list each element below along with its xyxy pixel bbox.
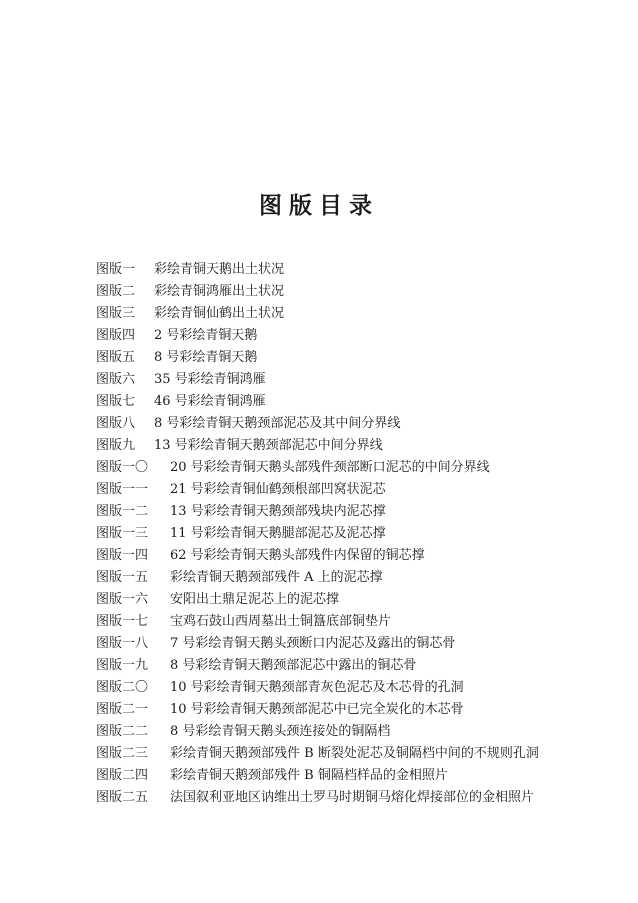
plate-number: 图版一五 bbox=[96, 570, 149, 585]
list-item bbox=[96, 347, 546, 369]
plate-number: 图版七 bbox=[96, 394, 136, 409]
plate-number: 图版二 bbox=[96, 284, 136, 299]
plate-number: 图版一三 bbox=[96, 526, 149, 541]
list-item bbox=[96, 281, 546, 303]
list-item bbox=[96, 435, 546, 457]
plate-caption: 13 号彩绘青铜天鹅颈部残块内泥芯撑 bbox=[170, 504, 386, 519]
plate-caption: 彩绘青铜鸿雁出土状况 bbox=[154, 284, 285, 299]
plate-number: 图版二五 bbox=[96, 790, 149, 805]
plate-caption: 8 号彩绘青铜天鹅 bbox=[154, 350, 258, 365]
plate-caption: 10 号彩绘青铜天鹅颈部青灰色泥芯及木芯骨的孔洞 bbox=[170, 680, 464, 695]
plate-caption: 安阳出土鼎足泥芯上的泥芯撑 bbox=[170, 592, 340, 607]
plate-number: 图版四 bbox=[96, 328, 136, 343]
list-item bbox=[96, 369, 546, 391]
plate-caption: 46 号彩绘青铜鸿雁 bbox=[154, 394, 266, 409]
plate-number: 图版一〇 bbox=[96, 460, 149, 475]
plate-caption: 35 号彩绘青铜鸿雁 bbox=[154, 372, 266, 387]
list-item bbox=[96, 611, 546, 633]
plate-caption: 2 号彩绘青铜天鹅 bbox=[154, 328, 258, 343]
plate-number: 图版三 bbox=[96, 306, 136, 321]
plate-number: 图版二四 bbox=[96, 768, 149, 783]
plate-caption: 8 号彩绘青铜天鹅头颈连接处的铜隔档 bbox=[170, 724, 391, 739]
plate-caption: 彩绘青铜天鹅颈部残件 B 铜隔档样品的金相照片 bbox=[170, 768, 448, 783]
plate-number: 图版一九 bbox=[96, 658, 149, 673]
plate-caption: 彩绘青铜天鹅颈部残件 A 上的泥芯撑 bbox=[170, 570, 383, 585]
plate-list bbox=[96, 259, 546, 809]
page-title: 图版目录 bbox=[259, 192, 379, 219]
plate-number: 图版二三 bbox=[96, 746, 149, 761]
list-item bbox=[96, 699, 546, 721]
list-item bbox=[96, 787, 546, 809]
plate-number: 图版一二 bbox=[96, 504, 149, 519]
list-item bbox=[96, 545, 546, 567]
list-item bbox=[96, 479, 546, 501]
plate-caption: 7 号彩绘青铜天鹅头颈断口内泥芯及露出的铜芯骨 bbox=[170, 636, 456, 651]
plate-number: 图版一 bbox=[96, 262, 136, 277]
plate-caption: 8 号彩绘青铜天鹅颈部泥芯中露出的铜芯骨 bbox=[170, 658, 417, 673]
plate-number: 图版二二 bbox=[96, 724, 149, 739]
plate-number: 图版一七 bbox=[96, 614, 149, 629]
plate-number: 图版八 bbox=[96, 416, 136, 431]
plate-caption: 62 号彩绘青铜天鹅头部残件内保留的铜芯撑 bbox=[170, 548, 425, 563]
list-item bbox=[96, 589, 546, 611]
plate-caption: 10 号彩绘青铜天鹅颈部泥芯中已完全炭化的木芯骨 bbox=[170, 702, 464, 717]
plate-number: 图版六 bbox=[96, 372, 136, 387]
list-item bbox=[96, 501, 546, 523]
plate-caption: 13 号彩绘青铜天鹅颈部泥芯中间分界线 bbox=[154, 438, 383, 453]
plate-caption: 法国叙利亚地区讷维出土罗马时期铜马熔化焊接部位的金相照片 bbox=[170, 790, 535, 805]
list-item bbox=[96, 677, 546, 699]
plate-caption: 21 号彩绘青铜仙鹤颈根部凹窝状泥芯 bbox=[170, 482, 386, 497]
plate-caption: 彩绘青铜仙鹤出土状况 bbox=[154, 306, 285, 321]
list-item bbox=[96, 765, 546, 787]
list-item bbox=[96, 457, 546, 479]
list-item bbox=[96, 655, 546, 677]
plate-caption: 8 号彩绘青铜天鹅颈部泥芯及其中间分界线 bbox=[154, 416, 401, 431]
plate-number: 图版九 bbox=[96, 438, 136, 453]
list-item bbox=[96, 523, 546, 545]
list-item bbox=[96, 743, 546, 765]
plate-number: 图版二一 bbox=[96, 702, 149, 717]
plate-caption: 彩绘青铜天鹅颈部残件 B 断裂处泥芯及铜隔档中间的不规则孔洞 bbox=[170, 746, 539, 761]
plate-caption: 11 号彩绘青铜天鹅腿部泥芯及泥芯撑 bbox=[170, 526, 386, 541]
plate-number: 图版一八 bbox=[96, 636, 149, 651]
list-item bbox=[96, 567, 546, 589]
list-item bbox=[96, 325, 546, 347]
list-item bbox=[96, 303, 546, 325]
plate-caption: 20 号彩绘青铜天鹅头部残件颈部断口泥芯的中间分界线 bbox=[170, 460, 490, 475]
plate-number: 图版一六 bbox=[96, 592, 149, 607]
plate-caption: 彩绘青铜天鹅出土状况 bbox=[154, 262, 285, 277]
list-item bbox=[96, 391, 546, 413]
plate-number: 图版一一 bbox=[96, 482, 149, 497]
list-item bbox=[96, 413, 546, 435]
plate-caption: 宝鸡石鼓山西周墓出土铜簋底部铜垫片 bbox=[170, 614, 392, 629]
list-item bbox=[96, 721, 546, 743]
plate-number: 图版一四 bbox=[96, 548, 149, 563]
list-item bbox=[96, 633, 546, 655]
list-item bbox=[96, 259, 546, 281]
plate-number: 图版五 bbox=[96, 350, 136, 365]
plate-number: 图版二〇 bbox=[96, 680, 149, 695]
